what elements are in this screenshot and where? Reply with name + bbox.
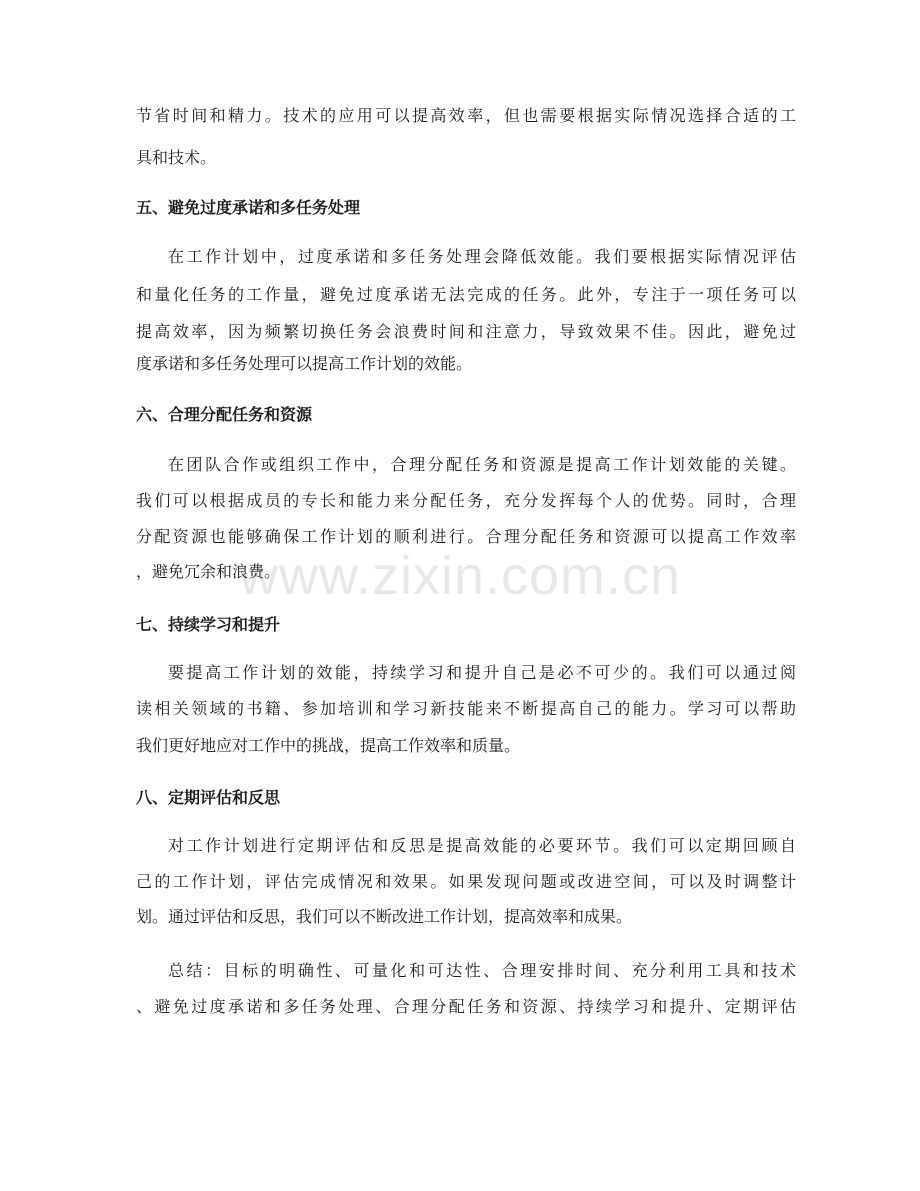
paragraph-line: 在工作计划中，过度承诺和多任务处理会降低效能。我们要根据实际情况评估 [168, 247, 796, 266]
section-heading: 七、持续学习和提升 [136, 615, 281, 634]
paragraph-line: 划。通过评估和反思，我们可以不断改进工作计划，提高效率和成果。 [136, 907, 633, 926]
paragraph-line: ，避免冗余和浪费。 [136, 562, 281, 581]
paragraph-line: 在团队合作或组织工作中，合理分配任务和资源是提高工作计划效能的关键。 [168, 455, 796, 474]
paragraph-line: 具和技术。 [136, 148, 217, 167]
paragraph-line: 分配资源也能够确保工作计划的顺利进行。合理分配任务和资源可以提高工作效率 [136, 527, 796, 546]
section-heading: 六、合理分配任务和资源 [136, 405, 313, 424]
paragraph-line: 度承诺和多任务处理可以提高工作计划的效能。 [136, 354, 473, 373]
paragraph-line: 和量化任务的工作量，避免过度承诺无法完成的任务。此外，专注于一项任务可以 [136, 285, 796, 304]
paragraph-line: 读相关领域的书籍、参加培训和学习新技能来不断提高自己的能力。学习可以帮助 [136, 699, 796, 718]
paragraph-line: 提高效率，因为频繁切换任务会浪费时间和注意力，导致效果不佳。因此，避免过 [136, 322, 796, 341]
section-heading: 八、定期评估和反思 [136, 788, 281, 807]
paragraph-line: 己的工作计划，评估完成情况和效果。如果发现问题或改进空间，可以及时调整计 [136, 872, 796, 891]
paragraph-line: 、避免过度承诺和多任务处理、合理分配任务和资源、持续学习和提升、定期评估 [136, 997, 796, 1016]
paragraph-line: 我们可以根据成员的专长和能力来分配任务，充分发挥每个人的优势。同时，合理 [136, 491, 796, 510]
paragraph-line: 我们更好地应对工作中的挑战，提高工作效率和质量。 [136, 736, 521, 755]
watermark: www.zixin.com.cn [238, 546, 682, 606]
paragraph-line: 对工作计划进行定期评估和反思是提高效能的必要环节。我们可以定期回顾自 [168, 836, 796, 855]
paragraph-line: 节省时间和精力。技术的应用可以提高效率，但也需要根据实际情况选择合适的工 [136, 106, 796, 125]
paragraph-line: 总结：目标的明确性、可量化和可达性、合理安排时间、充分利用工具和技术 [168, 961, 796, 980]
paragraph-line: 要提高工作计划的效能，持续学习和提升自己是必不可少的。我们可以通过阅 [168, 663, 796, 682]
section-heading: 五、避免过度承诺和多任务处理 [136, 198, 361, 217]
